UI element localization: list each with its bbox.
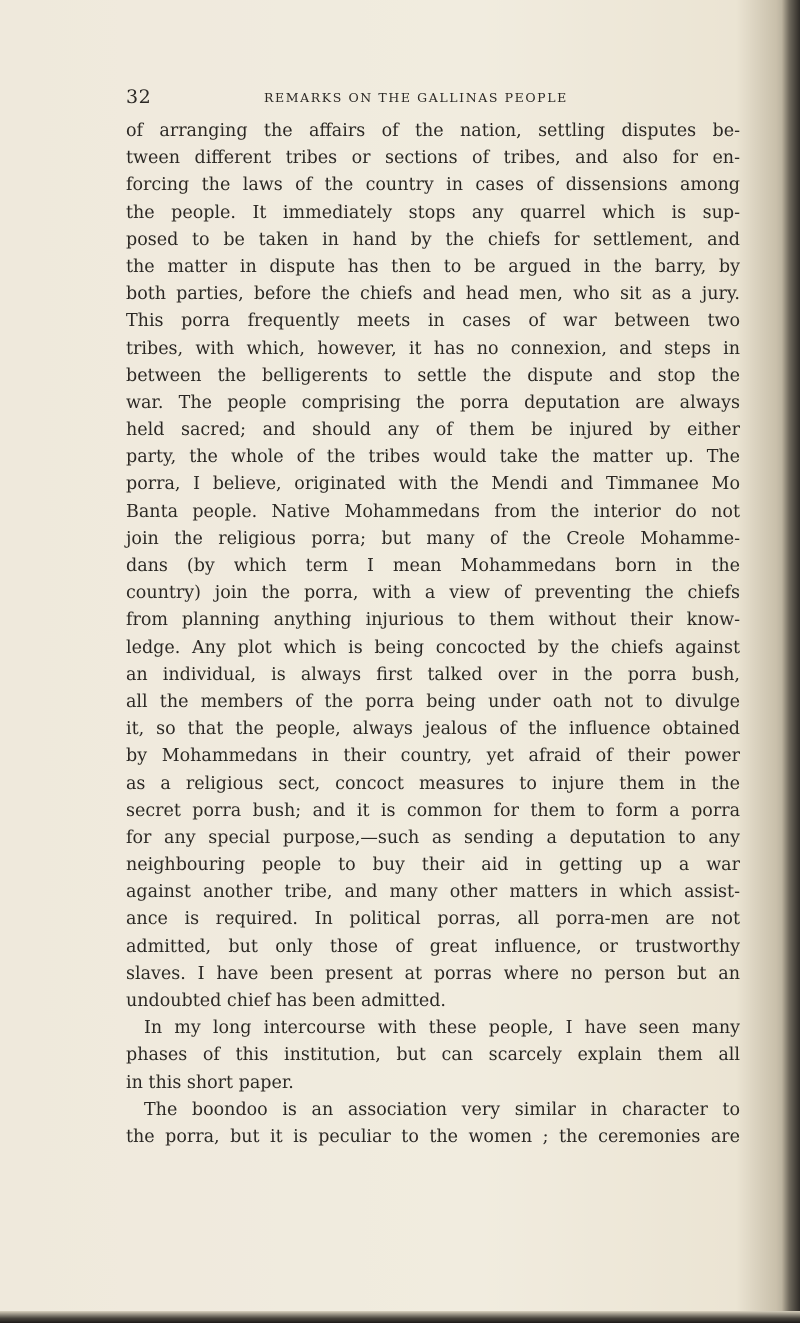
text-line: dans (by which term I mean Mohammedans born in the bbox=[126, 556, 740, 576]
text-line: it, so that the people, always jealous of the influence obtained bbox=[126, 719, 740, 740]
text-line: ance is required. In political porras, all porra-men are not bbox=[126, 909, 740, 930]
page-bottom-edge bbox=[0, 1311, 800, 1323]
running-head: REMARKS ON THE GALLINAS PEOPLE bbox=[264, 90, 568, 105]
page-edge-shadow bbox=[782, 0, 800, 1323]
text-line: war. The people comprising the porra deputation are always bbox=[126, 392, 740, 413]
text-line: an individual, is always first talked over in the porra bush, bbox=[126, 664, 740, 685]
text-line: In my long intercourse with these people, I have seen many bbox=[144, 1018, 740, 1039]
text-line: against another tribe, and many other matters in which assist- bbox=[126, 882, 740, 903]
text-line: porra, I believe, originated with the Mendi and Timmanee Mo bbox=[126, 474, 740, 495]
text-line: Banta people. Native Mohammedans from the interior do not bbox=[126, 501, 740, 522]
text-line: country) join the porra, with a view of preventing the chiefs bbox=[126, 583, 740, 604]
text-line: neighbouring people to buy their aid in getting up a war bbox=[126, 855, 740, 876]
text-line: the porra, but it is peculiar to the women ; the ceremonies are bbox=[126, 1126, 740, 1147]
text-line: held sacred; and should any of them be injured by either bbox=[126, 420, 740, 441]
text-line: undoubted chief has been admitted. bbox=[126, 991, 446, 1011]
text-line: tween different tribes or sections of tribes, and also for en- bbox=[126, 148, 740, 169]
text-line: join the religious porra; but many of the Creole Mohamme- bbox=[126, 528, 740, 549]
text-line: between the belligerents to settle the dispute and stop the bbox=[126, 365, 740, 386]
text-line: ledge. Any plot which is being concocted by the chiefs against bbox=[126, 637, 740, 658]
text-line: posed to be taken in hand by the chiefs for settlement, and bbox=[126, 229, 740, 250]
body-text bbox=[126, 118, 740, 1151]
text-line: the matter in dispute has then to be argued in the barry, by bbox=[126, 256, 740, 277]
text-line: all the members of the porra being under oath not to divulge bbox=[126, 691, 740, 712]
text-line: as a religious sect, concoct measures to injure them in the bbox=[126, 773, 740, 794]
page-number: 32 bbox=[126, 86, 152, 108]
text-line: by Mohammedans in their country, yet afraid of their power bbox=[126, 746, 740, 767]
text-line: both parties, before the chiefs and head men, who sit as a jury. bbox=[126, 284, 740, 305]
text-line: phases of this institution, but can scarcely explain them all bbox=[126, 1045, 740, 1066]
text-line: admitted, but only those of great influence, or trustworthy bbox=[126, 936, 740, 957]
text-line: the people. It immediately stops any quarrel which is sup- bbox=[126, 202, 740, 223]
text-line: The boondoo is an association very similar in character to bbox=[144, 1099, 740, 1120]
page-header bbox=[126, 86, 740, 110]
text-line: from planning anything injurious to them without their know- bbox=[126, 610, 740, 631]
text-line: party, the whole of the tribes would take the matter up. The bbox=[126, 447, 740, 468]
text-line: This porra frequently meets in cases of war between two bbox=[126, 311, 740, 332]
text-line: secret porra bush; and it is common for them to form a porra bbox=[126, 800, 740, 821]
text-line: of arranging the affairs of the nation, settling disputes be- bbox=[126, 121, 740, 141]
text-line: forcing the laws of the country in cases of dissensions among bbox=[126, 175, 740, 196]
text-line: in this short paper. bbox=[126, 1072, 294, 1093]
text-line: for any special purpose,—such as sending a deputation to any bbox=[126, 827, 740, 848]
text-line: tribes, with which, however, it has no connexion, and steps in bbox=[126, 338, 740, 359]
text-line: slaves. I have been present at porras where no person but an bbox=[126, 963, 740, 984]
